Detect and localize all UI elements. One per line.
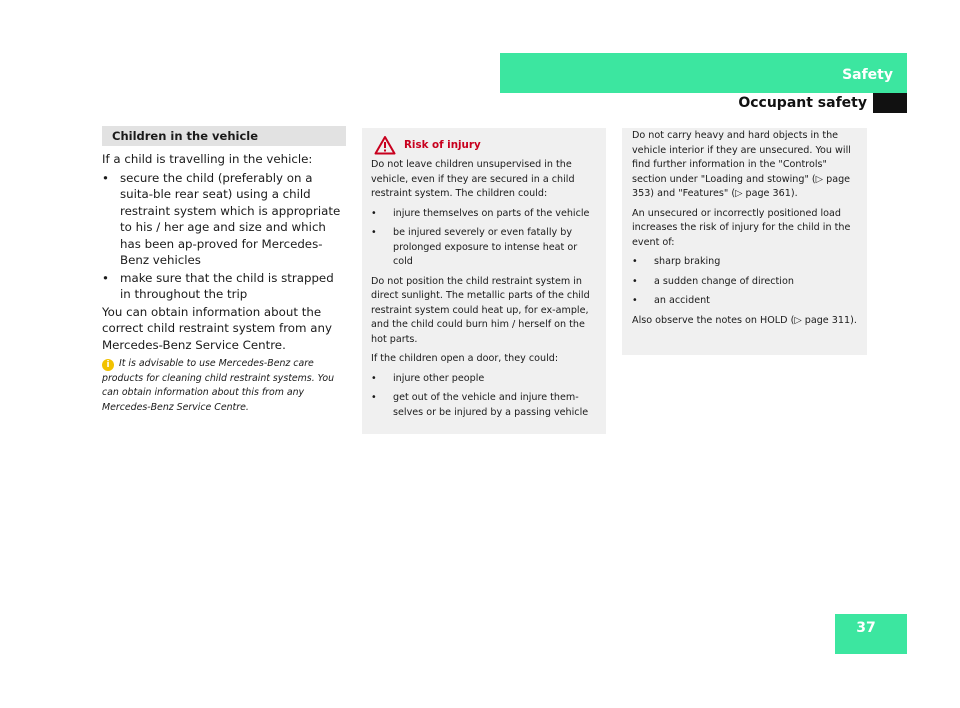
list-item: • injure other people <box>371 372 598 387</box>
warning-box <box>362 128 606 434</box>
info-note: i It is advisable to use Mercedes-Benz care products for cleaning child restraint systems. You can obtain information about this from any Mercedes-Benz Service Centre. <box>102 358 335 413</box>
warning-paragraph: Do not leave children unsupervised in the vehicle, even if they are secured in a child restraint system. The children could: <box>371 159 575 199</box>
info-icon: i <box>102 359 114 371</box>
list-item: • sharp braking <box>632 255 859 270</box>
list-item: • secure the child (preferably on a suita-ble rear seat) using a child restraint system which is appropriate to his / her age and size and which has been ap-proved for Mercedes-Benz vehicles <box>102 170 341 267</box>
list-item: • a sudden change of direction <box>632 275 859 290</box>
warning-paragraph: An unsecured or incorrectly positioned load increases the risk of injury for the child in the event of: <box>632 207 851 248</box>
bullet-icon: • <box>371 372 377 384</box>
bullet-icon: • <box>102 270 109 285</box>
warning-title: Risk of injury <box>404 139 481 151</box>
bullet-icon: • <box>632 256 638 267</box>
bullet-icon: • <box>102 170 109 185</box>
warning-triangle-icon <box>374 135 396 155</box>
list-item: • get out of the vehicle and injure them-selves or be injured by a passing vehicle <box>371 391 598 420</box>
list-item: • injure themselves on parts of the vehicle <box>371 207 598 222</box>
warning-paragraph: Do not carry heavy and hard objects in the vehicle interior if they are unsecured. You will find further information in the "Controls" section under "Loading and stowing" (▷ page 353) and "Features" (▷ page 361). <box>632 130 851 199</box>
paragraph: You can obtain information about the correct child restraint system from any Mercedes-Benz Service Centre. <box>102 304 332 352</box>
warning-paragraph: Do not position the child restraint system in direct sunlight. The metallic parts of the child restraint system could heat up, for ex-ample, and the child could burn him / herself on the hot parts. <box>371 275 590 345</box>
list-item: • be injured severely or even fatally by prolonged exposure to intense heat or cold <box>371 226 598 270</box>
list-item: • an accident <box>632 294 859 309</box>
intro-text: If a child is travelling in the vehicle: <box>102 152 313 166</box>
section-heading: Children in the vehicle <box>102 126 346 146</box>
header-band <box>500 53 907 93</box>
section-title: Safety <box>842 67 893 83</box>
warning-paragraph: Also observe the notes on HOLD (▷ page 311). <box>632 314 857 326</box>
bullet-icon: • <box>371 227 377 238</box>
bullet-icon: • <box>632 295 638 306</box>
column-children-in-vehicle <box>102 126 346 415</box>
bullet-icon: • <box>632 275 638 287</box>
warning-box-continued <box>622 128 867 355</box>
warning-header <box>371 134 598 156</box>
page-number-tab <box>835 614 907 654</box>
header-black-tab <box>873 93 907 113</box>
warning-paragraph: If the children open a door, they could: <box>371 353 559 364</box>
bullet-icon: • <box>371 207 377 219</box>
bullet-icon: • <box>371 392 377 403</box>
subsection-title: Occupant safety <box>738 95 867 111</box>
list-item: • make sure that the child is strapped in throughout the trip <box>102 270 334 301</box>
page-number: 37 <box>856 620 876 636</box>
